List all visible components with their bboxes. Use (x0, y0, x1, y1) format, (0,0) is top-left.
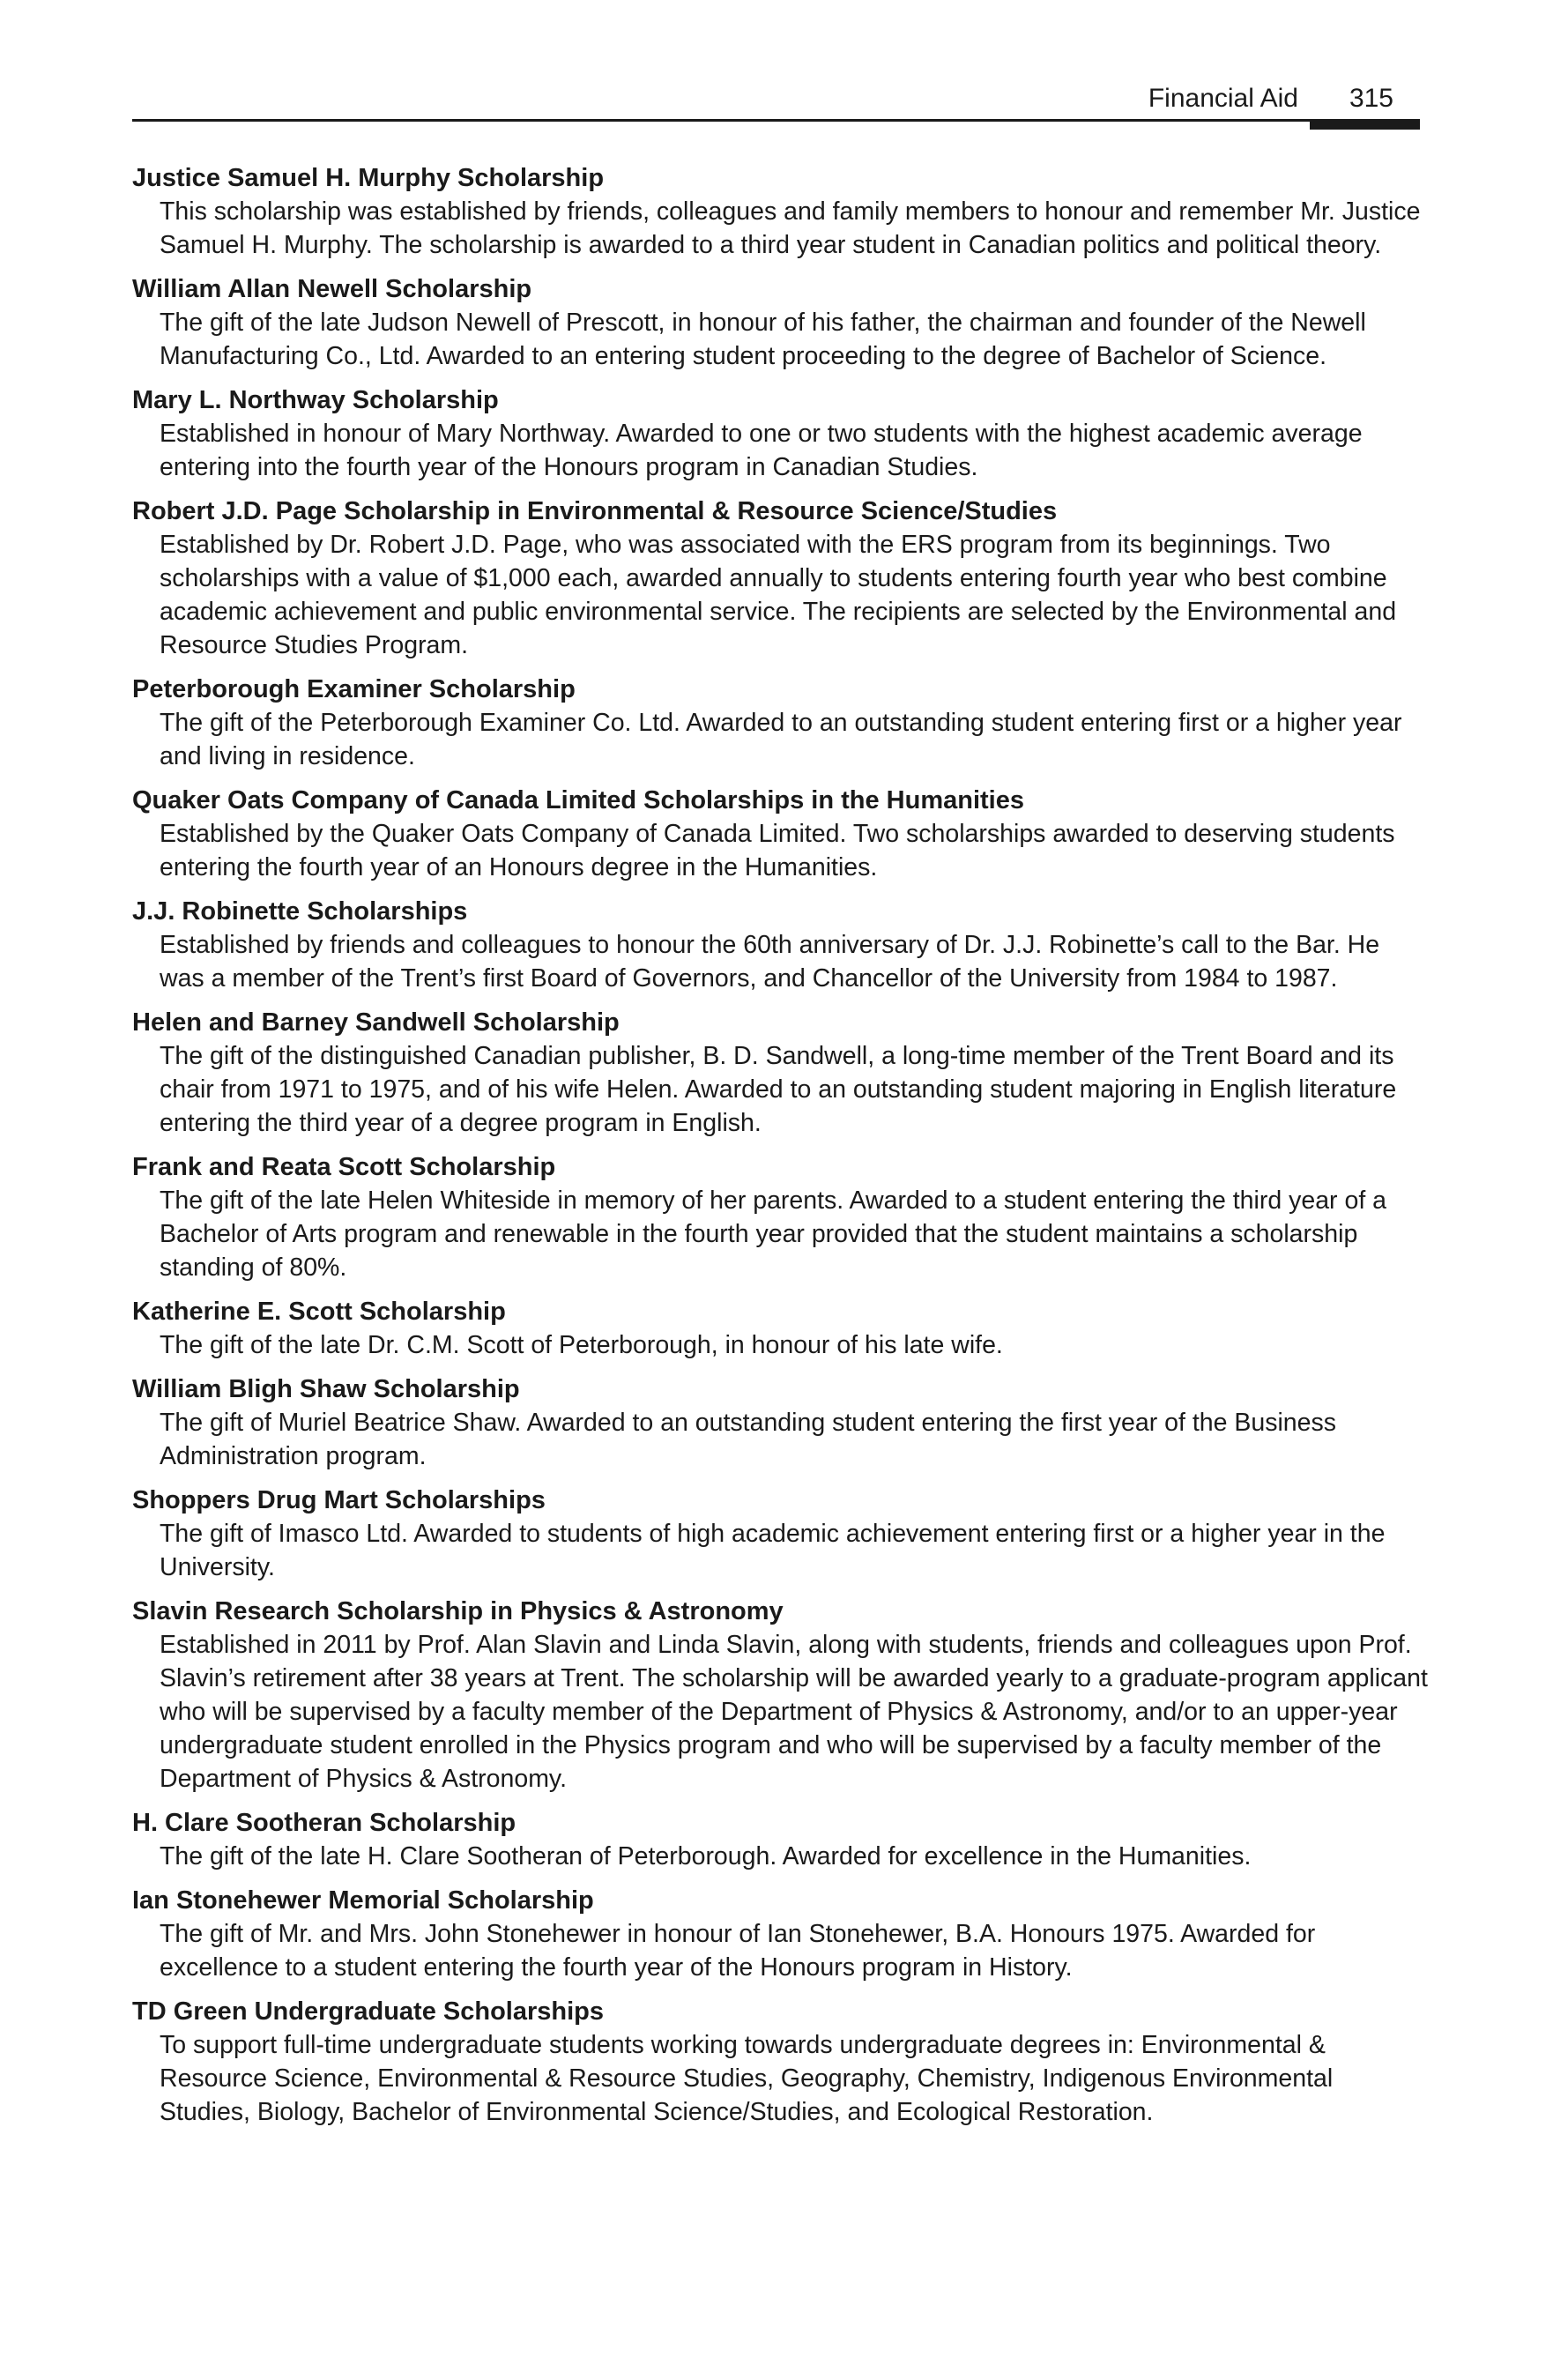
scholarship-title: William Allan Newell Scholarship (132, 275, 532, 303)
scholarship-title: Frank and Reata Scott Scholarship (132, 1153, 556, 1181)
scholarship-entry-newell (132, 272, 1428, 373)
scholarship-entry-shoppers-drug-mart (132, 1484, 1428, 1584)
scholarship-title: TD Green Undergraduate Scholarships (132, 1997, 605, 2026)
running-header (132, 79, 1420, 132)
scholarship-list (132, 161, 1428, 2139)
scholarship-entry-robinette (132, 895, 1428, 995)
scholarship-title: Quaker Oats Company of Canada Limited Scholarships in the Humanities (132, 786, 1024, 814)
scholarship-title: Peterborough Examiner Scholarship (132, 675, 576, 703)
header-tab-marker (1310, 119, 1420, 130)
scholarship-description: Established by the Quaker Oats Company of Canada Limited. Two scholarships awarded to deserving students entering the fourth year of an Honours degree in the Humanities. (160, 820, 1395, 881)
page-number: 315 (1349, 84, 1393, 113)
scholarship-entry-northway (132, 383, 1428, 484)
scholarship-entry-quaker-oats (132, 784, 1428, 884)
scholarship-description: Established by friends and colleagues to honour the 60th anniversary of Dr. J.J. Robinette’s call to the Bar. He was a member of the Trent’s first Board of Governors, and Chancellor of the University from 1984 to 1987. (160, 931, 1380, 993)
scholarship-entry-stonehewer (132, 1884, 1428, 1984)
scholarship-description: The gift of Mr. and Mrs. John Stonehewer in honour of Ian Stonehewer, B.A. Honours 1975. Awarded for excellence to a student entering the fourth year of the Honours program in History. (160, 1920, 1316, 1982)
scholarship-title: Helen and Barney Sandwell Scholarship (132, 1008, 620, 1037)
scholarship-description: The gift of the distinguished Canadian publisher, B. D. Sandwell, a long-time member of the Trent Board and its chair from 1971 to 1975, and of his wife Helen. Awarded to an outstanding student majoring in English literature entering the third year of a degree program in English. (160, 1042, 1397, 1137)
scholarship-description: Established in honour of Mary Northway. Awarded to one or two students with the highest academic average entering into the fourth year of the Honours program in Canadian Studies. (160, 420, 1363, 481)
scholarship-title: Justice Samuel H. Murphy Scholarship (132, 164, 605, 192)
scholarship-entry-slavin (132, 1595, 1428, 1796)
scholarship-description: Established in 2011 by Prof. Alan Slavin and Linda Slavin, along with students, friends and colleagues upon Prof. Slavin’s retirement after 38 years at Trent. The scholarship will be awarded yearly to a graduate-program applicant who will be supervised by a faculty member of the Department of Physics & Astronomy, and/or to an upper-year undergraduate student enrolled in the Physics program and who will be supervised by a faculty member of the Department of Physics & Astronomy. (160, 1631, 1428, 1793)
scholarship-entry-shaw (132, 1372, 1428, 1473)
scholarship-description: The gift of the late Helen Whiteside in memory of her parents. Awarded to a student entering the third year of a Bachelor of Arts program and renewable in the fourth year provided that the student maintains a scholarship standing of 80%. (160, 1186, 1387, 1282)
scholarship-title: Shoppers Drug Mart Scholarships (132, 1486, 546, 1514)
scholarship-title: J.J. Robinette Scholarships (132, 897, 468, 926)
header-text (1148, 83, 1420, 115)
scholarship-description: The gift of the late Judson Newell of Prescott, in honour of his father, the chairman and founder of the Newell Manufacturing Co., Ltd. Awarded to an entering student proceeding to the degree of Bachelor of Science. (160, 309, 1366, 370)
header-rule (132, 119, 1420, 122)
scholarship-entry-td-green (132, 1995, 1428, 2129)
scholarship-description: The gift of the late H. Clare Sootheran of Peterborough. Awarded for excellence in the Humanities. (160, 1842, 1252, 1871)
scholarship-description: This scholarship was established by friends, colleagues and family members to honour and remember Mr. Justice Samuel H. Murphy. The scholarship is awarded to a third year student in Canadian politics and political theory. (160, 197, 1421, 259)
scholarship-entry-peterborough-examiner (132, 673, 1428, 773)
scholarship-description: The gift of the late Dr. C.M. Scott of Peterborough, in honour of his late wife. (160, 1331, 1003, 1359)
scholarship-title: Katherine E. Scott Scholarship (132, 1298, 506, 1326)
scholarship-title: Robert J.D. Page Scholarship in Environmental & Resource Science/Studies (132, 497, 1058, 525)
scholarship-entry-sandwell (132, 1006, 1428, 1140)
scholarship-description: The gift of Imasco Ltd. Awarded to students of high academic achievement entering first or a higher year in the University. (160, 1520, 1386, 1581)
scholarship-description: Established by Dr. Robert J.D. Page, who was associated with the ERS program from its beginnings. Two scholarships with a value of $1,000 each, awarded annually to students entering fourth year who best combine academic achievement and public environmental service. The recipients are selected by the Environmental and Resource Studies Program. (160, 531, 1397, 659)
scholarship-title: Slavin Research Scholarship in Physics & Astronomy (132, 1597, 784, 1625)
scholarship-title: Ian Stonehewer Memorial Scholarship (132, 1886, 594, 1915)
scholarship-title: H. Clare Sootheran Scholarship (132, 1809, 516, 1837)
section-title: Financial Aid (1148, 84, 1298, 113)
scholarship-entry-murphy (132, 161, 1428, 262)
scholarship-entry-sootheran (132, 1806, 1428, 1873)
scholarship-title: Mary L. Northway Scholarship (132, 386, 499, 414)
scholarship-entry-page (132, 495, 1428, 662)
scholarship-description: To support full-time undergraduate students working towards undergraduate degrees in: Environmental & Resource Science, Environmental & Resource Studies, Geography, Chemistry, Indigenous Environmental Studies, Biology, Bachelor of Environmental Science/Studies, and Ecological Restoration. (160, 2031, 1334, 2126)
scholarship-description: The gift of the Peterborough Examiner Co. Ltd. Awarded to an outstanding student entering first or a higher year and living in residence. (160, 709, 1402, 770)
scholarship-title: William Bligh Shaw Scholarship (132, 1375, 520, 1403)
scholarship-entry-katherine-scott (132, 1295, 1428, 1362)
scholarship-entry-frank-reata-scott (132, 1150, 1428, 1284)
scholarship-description: The gift of Muriel Beatrice Shaw. Awarded to an outstanding student entering the first year of the Business Administration program. (160, 1409, 1337, 1470)
